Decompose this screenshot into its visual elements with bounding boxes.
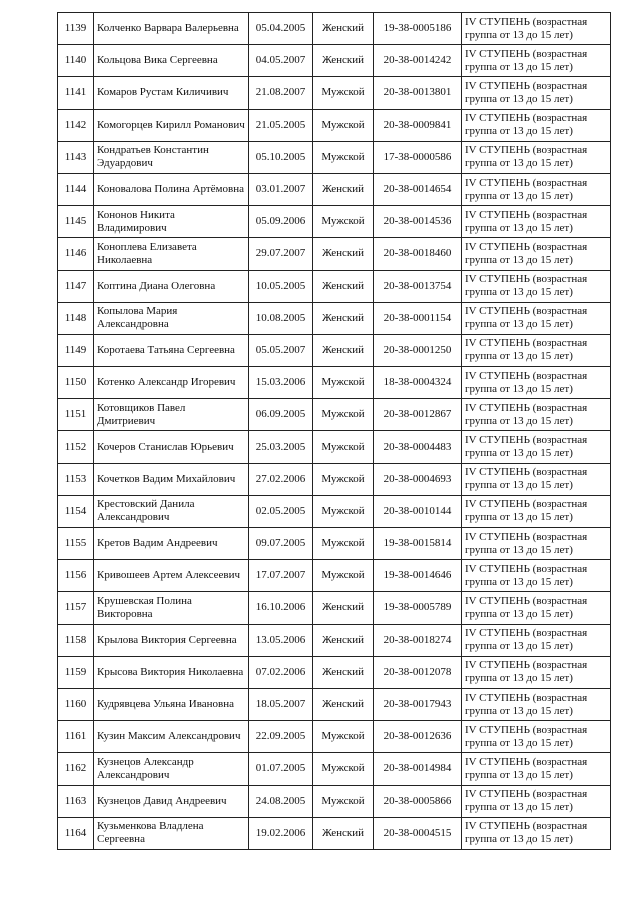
uin-code-cell: 20-38-0013754 [374,270,462,302]
birth-date-cell: 27.02.2006 [249,463,313,495]
gender-cell: Мужской [313,109,374,141]
gto-level-cell: IV СТУПЕНЬ (возрастная группа от 13 до 15 лет) [462,367,611,399]
gender-cell: Мужской [313,495,374,527]
row-number-cell: 1159 [58,656,94,688]
uin-code-cell: 20-38-0012636 [374,721,462,753]
birth-date-cell: 05.04.2005 [249,13,313,45]
full-name-cell: Крестовский Данила Александрович [94,495,249,527]
uin-code-cell: 20-38-0010144 [374,495,462,527]
full-name-cell: Котенко Александр Игоревич [94,367,249,399]
birth-date-cell: 03.01.2007 [249,173,313,205]
birth-date-cell: 05.10.2005 [249,141,313,173]
full-name-cell: Кузьменкова Владлена Сергеевна [94,817,249,849]
row-number-cell: 1142 [58,109,94,141]
gto-level-cell: IV СТУПЕНЬ (возрастная группа от 13 до 15 лет) [462,721,611,753]
participants-table [57,12,611,850]
row-number-cell: 1160 [58,688,94,720]
table-row [58,302,611,334]
uin-code-cell: 20-38-0017943 [374,688,462,720]
full-name-cell: Крушевская Полина Викторовна [94,592,249,624]
birth-date-cell: 04.05.2007 [249,45,313,77]
row-number-cell: 1161 [58,721,94,753]
gender-cell: Мужской [313,367,374,399]
full-name-cell: Коптина Диана Олеговна [94,270,249,302]
table-row [58,463,611,495]
row-number-cell: 1151 [58,399,94,431]
row-number-cell: 1150 [58,367,94,399]
uin-code-cell: 20-38-0004693 [374,463,462,495]
birth-date-cell: 15.03.2006 [249,367,313,399]
birth-date-cell: 21.05.2005 [249,109,313,141]
table-row [58,528,611,560]
full-name-cell: Комаров Рустам Киличивич [94,77,249,109]
full-name-cell: Котовщиков Павел Дмитриевич [94,399,249,431]
table-row [58,817,611,849]
gto-level-cell: IV СТУПЕНЬ (возрастная группа от 13 до 15 лет) [462,45,611,77]
gender-cell: Женский [313,173,374,205]
uin-code-cell: 20-38-0018274 [374,624,462,656]
uin-code-cell: 20-38-0004483 [374,431,462,463]
full-name-cell: Коноплева Елизавета Николаевна [94,238,249,270]
gto-level-cell: IV СТУПЕНЬ (возрастная группа от 13 до 15 лет) [462,560,611,592]
full-name-cell: Кондратьев Константин Эдуардович [94,141,249,173]
uin-code-cell: 20-38-0001154 [374,302,462,334]
table-row [58,109,611,141]
uin-code-cell: 20-38-0013801 [374,77,462,109]
birth-date-cell: 10.05.2005 [249,270,313,302]
full-name-cell: Комогорцев Кирилл Романович [94,109,249,141]
gto-level-cell: IV СТУПЕНЬ (возрастная группа от 13 до 15 лет) [462,463,611,495]
gender-cell: Мужской [313,431,374,463]
gender-cell: Мужской [313,721,374,753]
gender-cell: Женский [313,688,374,720]
gto-level-cell: IV СТУПЕНЬ (возрастная группа от 13 до 15 лет) [462,399,611,431]
table-row [58,624,611,656]
gto-level-cell: IV СТУПЕНЬ (возрастная группа от 13 до 15 лет) [462,141,611,173]
table-row [58,77,611,109]
row-number-cell: 1149 [58,334,94,366]
row-number-cell: 1153 [58,463,94,495]
gto-level-cell: IV СТУПЕНЬ (возрастная группа от 13 до 15 лет) [462,495,611,527]
birth-date-cell: 09.07.2005 [249,528,313,560]
uin-code-cell: 20-38-0012867 [374,399,462,431]
gto-level-cell: IV СТУПЕНЬ (возрастная группа от 13 до 15 лет) [462,592,611,624]
gto-level-cell: IV СТУПЕНЬ (возрастная группа от 13 до 15 лет) [462,785,611,817]
full-name-cell: Кольцова Вика Сергеевна [94,45,249,77]
uin-code-cell: 20-38-0014242 [374,45,462,77]
full-name-cell: Кочетков Вадим Михайлович [94,463,249,495]
table-row [58,592,611,624]
full-name-cell: Кочеров Станислав Юрьевич [94,431,249,463]
full-name-cell: Копылова Мария Александровна [94,302,249,334]
full-name-cell: Кретов Вадим Андреевич [94,528,249,560]
uin-code-cell: 18-38-0004324 [374,367,462,399]
row-number-cell: 1148 [58,302,94,334]
gto-level-cell: IV СТУПЕНЬ (возрастная группа от 13 до 15 лет) [462,753,611,785]
row-number-cell: 1157 [58,592,94,624]
table-row [58,560,611,592]
row-number-cell: 1146 [58,238,94,270]
birth-date-cell: 24.08.2005 [249,785,313,817]
full-name-cell: Кузин Максим Александрович [94,721,249,753]
table-row [58,656,611,688]
row-number-cell: 1147 [58,270,94,302]
gto-level-cell: IV СТУПЕНЬ (возрастная группа от 13 до 15 лет) [462,688,611,720]
row-number-cell: 1156 [58,560,94,592]
gender-cell: Мужской [313,206,374,238]
row-number-cell: 1144 [58,173,94,205]
row-number-cell: 1155 [58,528,94,560]
gender-cell: Мужской [313,141,374,173]
gender-cell: Женский [313,334,374,366]
uin-code-cell: 19-38-0005789 [374,592,462,624]
full-name-cell: Коновалова Полина Артёмовна [94,173,249,205]
birth-date-cell: 05.09.2006 [249,206,313,238]
gto-level-cell: IV СТУПЕНЬ (возрастная группа от 13 до 15 лет) [462,13,611,45]
table-row [58,721,611,753]
table-row [58,753,611,785]
row-number-cell: 1152 [58,431,94,463]
row-number-cell: 1139 [58,13,94,45]
table-body [58,13,611,850]
birth-date-cell: 19.02.2006 [249,817,313,849]
birth-date-cell: 02.05.2005 [249,495,313,527]
row-number-cell: 1158 [58,624,94,656]
gender-cell: Мужской [313,785,374,817]
full-name-cell: Колченко Варвара Валерьевна [94,13,249,45]
full-name-cell: Кузнецов Давид Андреевич [94,785,249,817]
full-name-cell: Кузнецов Александр Александрович [94,753,249,785]
birth-date-cell: 18.05.2007 [249,688,313,720]
birth-date-cell: 29.07.2007 [249,238,313,270]
gto-level-cell: IV СТУПЕНЬ (возрастная группа от 13 до 15 лет) [462,334,611,366]
gto-level-cell: IV СТУПЕНЬ (возрастная группа от 13 до 15 лет) [462,173,611,205]
table-row [58,334,611,366]
birth-date-cell: 05.05.2007 [249,334,313,366]
table-row [58,238,611,270]
uin-code-cell: 19-38-0005186 [374,13,462,45]
gender-cell: Женский [313,13,374,45]
gto-level-cell: IV СТУПЕНЬ (возрастная группа от 13 до 15 лет) [462,302,611,334]
uin-code-cell: 20-38-0001250 [374,334,462,366]
uin-code-cell: 20-38-0014984 [374,753,462,785]
table-row [58,431,611,463]
gender-cell: Женский [313,656,374,688]
row-number-cell: 1164 [58,817,94,849]
table-row [58,688,611,720]
birth-date-cell: 07.02.2006 [249,656,313,688]
table-row [58,206,611,238]
uin-code-cell: 20-38-0004515 [374,817,462,849]
gender-cell: Мужской [313,77,374,109]
gender-cell: Женский [313,624,374,656]
gender-cell: Женский [313,817,374,849]
birth-date-cell: 16.10.2006 [249,592,313,624]
full-name-cell: Крысова Виктория Николаевна [94,656,249,688]
gender-cell: Женский [313,238,374,270]
gto-level-cell: IV СТУПЕНЬ (возрастная группа от 13 до 15 лет) [462,238,611,270]
row-number-cell: 1163 [58,785,94,817]
gender-cell: Женский [313,45,374,77]
uin-code-cell: 19-38-0015814 [374,528,462,560]
table-row [58,45,611,77]
gto-level-cell: IV СТУПЕНЬ (возрастная группа от 13 до 15 лет) [462,656,611,688]
birth-date-cell: 13.05.2006 [249,624,313,656]
birth-date-cell: 21.08.2007 [249,77,313,109]
gender-cell: Мужской [313,528,374,560]
uin-code-cell: 17-38-0000586 [374,141,462,173]
table-row [58,367,611,399]
gto-level-cell: IV СТУПЕНЬ (возрастная группа от 13 до 15 лет) [462,817,611,849]
gender-cell: Мужской [313,399,374,431]
birth-date-cell: 06.09.2005 [249,399,313,431]
full-name-cell: Кудрявцева Ульяна Ивановна [94,688,249,720]
full-name-cell: Крылова Виктория Сергеевна [94,624,249,656]
table-row [58,270,611,302]
table-row [58,141,611,173]
birth-date-cell: 22.09.2005 [249,721,313,753]
uin-code-cell: 20-38-0018460 [374,238,462,270]
uin-code-cell: 20-38-0012078 [374,656,462,688]
row-number-cell: 1154 [58,495,94,527]
table-row [58,785,611,817]
row-number-cell: 1143 [58,141,94,173]
gto-level-cell: IV СТУПЕНЬ (возрастная группа от 13 до 15 лет) [462,624,611,656]
table-row [58,399,611,431]
gender-cell: Женский [313,592,374,624]
row-number-cell: 1145 [58,206,94,238]
row-number-cell: 1162 [58,753,94,785]
gender-cell: Мужской [313,560,374,592]
gender-cell: Мужской [313,463,374,495]
gender-cell: Женский [313,302,374,334]
gto-level-cell: IV СТУПЕНЬ (возрастная группа от 13 до 15 лет) [462,431,611,463]
gender-cell: Мужской [313,753,374,785]
row-number-cell: 1141 [58,77,94,109]
uin-code-cell: 19-38-0014646 [374,560,462,592]
full-name-cell: Кривошеев Артем Алексеевич [94,560,249,592]
row-number-cell: 1140 [58,45,94,77]
table-row [58,495,611,527]
gto-level-cell: IV СТУПЕНЬ (возрастная группа от 13 до 15 лет) [462,528,611,560]
uin-code-cell: 20-38-0005866 [374,785,462,817]
gto-level-cell: IV СТУПЕНЬ (возрастная группа от 13 до 15 лет) [462,206,611,238]
birth-date-cell: 10.08.2005 [249,302,313,334]
gto-level-cell: IV СТУПЕНЬ (возрастная группа от 13 до 15 лет) [462,270,611,302]
gto-level-cell: IV СТУПЕНЬ (возрастная группа от 13 до 15 лет) [462,109,611,141]
full-name-cell: Кононов Никита Владимирович [94,206,249,238]
table-row [58,13,611,45]
table-row [58,173,611,205]
full-name-cell: Коротаева Татьяна Сергеевна [94,334,249,366]
gender-cell: Женский [313,270,374,302]
gto-level-cell: IV СТУПЕНЬ (возрастная группа от 13 до 15 лет) [462,77,611,109]
birth-date-cell: 17.07.2007 [249,560,313,592]
uin-code-cell: 20-38-0009841 [374,109,462,141]
birth-date-cell: 25.03.2005 [249,431,313,463]
uin-code-cell: 20-38-0014654 [374,173,462,205]
birth-date-cell: 01.07.2005 [249,753,313,785]
uin-code-cell: 20-38-0014536 [374,206,462,238]
